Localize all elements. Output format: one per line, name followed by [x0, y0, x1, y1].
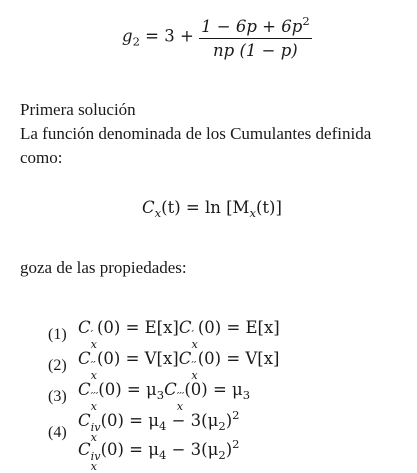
- section-heading: Primera solución: [20, 100, 136, 119]
- mu-subscript: 4: [158, 447, 167, 462]
- mu-subscript: 4: [158, 418, 167, 433]
- g2-denominator: np (1 − p): [213, 40, 298, 60]
- prime-mark: ′′′: [90, 390, 99, 404]
- properties-intro: goza de las propiedades:: [20, 258, 187, 277]
- property-3-part-a: (0) = μ: [98, 380, 157, 399]
- prime-mark: ′: [191, 328, 195, 342]
- property-4-part-a: (0) = μ: [100, 439, 159, 459]
- property-4-part-a: (0) = μ: [100, 410, 159, 430]
- cumulant-tail: (t)]: [255, 198, 282, 217]
- g2-equals: = 3 +: [139, 26, 200, 46]
- property-4-square: 2: [232, 408, 240, 422]
- paragraph-line-1: La función denominada de los Cumulantes definida: [20, 124, 372, 143]
- cumulant-lhs-subscript: x: [154, 206, 162, 221]
- g2-numerator-sup: 2: [302, 14, 310, 28]
- mu-subscript: 2: [218, 418, 226, 433]
- g2-lhs-subscript: 2: [132, 34, 140, 49]
- cumulant-arg: (t) = ln [M: [161, 198, 250, 217]
- property-3-part-b: (0) = μ: [184, 380, 243, 399]
- property-4-rest: − 3(μ: [166, 439, 219, 459]
- property-2-expr: C ′′ x (0) = V[x]C ′′ x (0) = V[x]: [78, 349, 280, 382]
- paragraph-line-2: como:: [20, 148, 63, 167]
- property-2-part-a: (0) = V[x]: [96, 349, 179, 368]
- property-4-expr-line-1: C iv x $(0) = \mu_4 - 3(\mu_2)^2$: [78, 408, 240, 444]
- property-1-expr: C ′ x (0) = E[x]C ′ x (0) = E[x]: [78, 318, 280, 351]
- property-4-expr-line-2: C iv x $(0) = \mu_4 - 3(\mu_2)^2$: [78, 437, 240, 473]
- mu-subscript: 3: [156, 388, 165, 403]
- mu-subscript: 3: [242, 388, 251, 403]
- property-4-rest: − 3(μ: [166, 410, 219, 430]
- formula-cumulant: [142, 198, 282, 220]
- property-4-square: 2: [232, 437, 240, 451]
- prime-mark: ′: [90, 328, 94, 342]
- g2-fraction: [199, 14, 312, 60]
- prime-mark: ′′: [90, 359, 96, 373]
- property-2-part-b: (0) = V[x]: [197, 349, 280, 368]
- property-1-label: (1): [48, 326, 67, 343]
- property-4-label: (4): [48, 424, 67, 441]
- g2-lhs: g: [122, 26, 133, 46]
- mu-subscript: 2: [218, 447, 226, 462]
- prime-mark: ′′: [191, 359, 197, 373]
- formula-g2: [122, 14, 312, 60]
- prime-mark: iv: [90, 420, 101, 434]
- property-1-part-b: (0) = E[x]: [197, 318, 280, 337]
- g2-numerator: 1 − 6p + 6p: [201, 16, 303, 36]
- cumulant-m-subscript: x: [249, 206, 256, 221]
- prime-mark: iv: [90, 449, 101, 463]
- cumulant-lhs: C: [142, 198, 155, 217]
- property-3-expr: C ′′′ x $(0) = \mu_3C$ ′′′ x $(0) = \mu_3$: [78, 380, 251, 413]
- property-4-close: ): [225, 439, 233, 459]
- property-4-close: ): [225, 410, 233, 430]
- property-2-label: (2): [48, 357, 67, 374]
- prime-mark: ′′′: [176, 390, 185, 404]
- property-3-label: (3): [48, 388, 67, 405]
- property-1-part-a: (0) = E[x]: [96, 318, 179, 337]
